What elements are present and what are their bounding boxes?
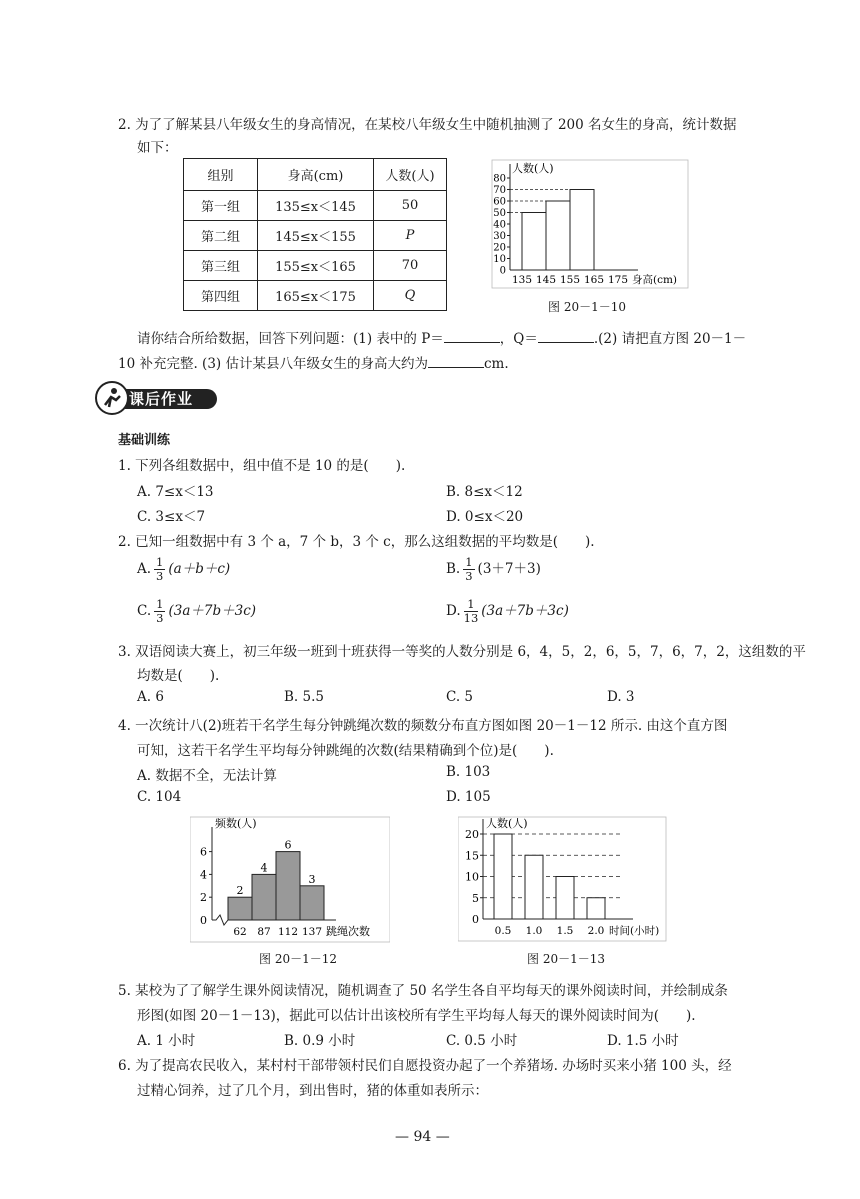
y-tick-label: 10 [465, 870, 479, 884]
x-tick-label: 1.0 [525, 925, 543, 937]
x-axis-label: 时间(小时) [609, 925, 660, 937]
numerator: 1 [464, 598, 479, 612]
subsection-title: 基础训练 [118, 433, 171, 448]
homework-section-header [95, 381, 220, 415]
table-row [184, 281, 447, 311]
y-tick-label: 2 [200, 891, 207, 905]
table-cell: 135≤x＜145 [258, 191, 374, 221]
x-axis-label: 跳绳次数 [326, 925, 370, 938]
runner-icon [95, 381, 129, 415]
hw5-option-d[interactable]: D. 1.5 小时 [607, 1033, 679, 1049]
hw3-option-a[interactable]: A. 6 [137, 689, 164, 705]
hw1-option-a[interactable]: A. 7≤x＜13 [137, 484, 214, 500]
x-axis-label: 身高(cm) [632, 274, 678, 286]
table-cell: Q [374, 281, 447, 311]
histogram-bar [570, 190, 594, 271]
table-cell: P [374, 221, 447, 251]
q2-text-d: 10 补充完整. (3) 估计某县八年级女生的身高大约为 [118, 356, 428, 372]
histogram-bar [252, 874, 276, 920]
y-tick-label: 50 [493, 208, 506, 219]
hw2-option-b[interactable] [446, 556, 541, 583]
y-tick-label: 60 [493, 196, 506, 208]
figure-caption: 图 20－1－12 [259, 952, 337, 966]
y-tick-label: 40 [493, 219, 506, 231]
y-tick-label: 6 [200, 845, 207, 859]
hw3-option-c[interactable]: C. 5 [446, 689, 474, 705]
y-tick-label: 10 [493, 254, 506, 265]
table-cell: 第三组 [184, 251, 258, 281]
q2-question-line1 [137, 327, 746, 347]
y-tick-label: 15 [465, 849, 479, 863]
numerator: 1 [465, 555, 473, 569]
answer-blank-p[interactable] [444, 329, 500, 343]
hw5-option-a[interactable]: A. 1 小时 [137, 1033, 196, 1049]
data-label: 3 [308, 872, 316, 886]
x-tick-label: 137 [301, 926, 323, 938]
reading-time-bar-chart [458, 815, 668, 943]
option-letter: D. [446, 603, 461, 619]
x-tick-label: 155 [559, 274, 581, 286]
table-header-row [184, 159, 447, 191]
hw5-stem-line2: 形图(如图 20－1－13)，据此可以估计出该校所有学生平均每人每天的课外阅读时间为( ). [137, 1008, 696, 1024]
q2-question-line2 [118, 352, 509, 372]
x-tick-label: 135 [511, 274, 533, 286]
table-cell: 第二组 [184, 221, 258, 251]
table-cell: 第四组 [184, 281, 258, 311]
x-tick-label: 2.0 [587, 925, 605, 937]
hw1-option-c[interactable]: C. 3≤x＜7 [137, 509, 206, 525]
bar [494, 834, 512, 919]
y-tick-label: 70 [493, 185, 506, 196]
q2-text-c: .(2) 请把直方图 20－1－ [593, 331, 747, 347]
answer-blank-q[interactable] [538, 329, 594, 343]
hw2-option-d[interactable] [446, 598, 569, 625]
y-axis-label: 频数(人) [215, 817, 257, 830]
y-axis-label: 人数(人) [486, 817, 528, 830]
table-cell: 165≤x＜175 [258, 281, 374, 311]
q2-stem-line2: 如下： [137, 140, 178, 156]
numerator: 1 [156, 597, 164, 611]
bar [556, 877, 574, 920]
hw5-option-c[interactable]: C. 0.5 小时 [446, 1033, 518, 1049]
denominator: 3 [156, 569, 164, 583]
hw4-option-b[interactable]: B. 103 [446, 764, 491, 780]
x-tick-label: 165 [583, 274, 605, 286]
y-tick-label: 30 [493, 231, 506, 242]
figure-caption: 图 20－1－10 [548, 300, 626, 314]
option-letter: B. [446, 561, 461, 577]
x-tick-label: 87 [257, 926, 271, 938]
table-row [184, 221, 447, 251]
option-letter: C. [137, 603, 152, 619]
hw3-stem-line1: 3. 双语阅读大赛上，初三年级一班到十班获得一等奖的人数分别是 6，4，5，2，6，5，7，6，7，2，这组数的平 [118, 644, 806, 660]
fraction [154, 556, 165, 583]
fraction [154, 598, 165, 625]
hw4-stem-line1: 4. 一次统计八(2)班若干名学生每分钟跳绳次数的频数分布直方图如图 20－1－12 所示. 由这个直方图 [118, 718, 728, 734]
x-tick-label: 175 [607, 274, 629, 286]
fraction [464, 598, 479, 625]
height-data-table [183, 158, 447, 311]
hw1-option-b[interactable]: B. 8≤x＜12 [446, 484, 523, 500]
histogram-bar [522, 213, 546, 271]
q2-stem-line1: 2. 为了了解某县八年级女生的身高情况，在某校八年级女生中随机抽测了 200 名女生的身高，统计数据 [118, 117, 737, 133]
y-tick-label: 0 [499, 265, 506, 277]
figure-caption: 图 20－1－13 [527, 952, 605, 966]
y-tick-label: 20 [493, 242, 506, 254]
table-header-cell: 身高(cm) [258, 159, 374, 191]
x-tick-label: 0.5 [494, 925, 512, 937]
hw5-stem-line1: 5. 某校为了了解学生课外阅读情况，随机调查了 50 名学生各自平均每天的课外阅读时间，并绘制成条 [118, 983, 728, 999]
data-label: 6 [284, 838, 292, 852]
table-cell: 155≤x＜165 [258, 251, 374, 281]
histogram-bar [300, 886, 324, 920]
hw1-option-d[interactable]: D. 0≤x＜20 [446, 509, 524, 525]
page-number: — 94 — [395, 1129, 450, 1145]
table-cell: 50 [374, 191, 447, 221]
denominator: 3 [156, 611, 164, 625]
numerator: 1 [156, 555, 164, 569]
hw3-option-b[interactable]: B. 5.5 [284, 689, 324, 705]
denominator: 3 [465, 569, 473, 583]
option-expression: (3a＋7b＋3c) [481, 603, 569, 619]
x-tick-label: 112 [277, 926, 299, 938]
q2-text-a: 请你结合所给数据，回答下列问题：(1) 表中的 P＝ [137, 331, 444, 347]
bar [525, 855, 543, 919]
table-cell: 第一组 [184, 191, 258, 221]
denominator: 13 [463, 611, 479, 625]
hw2-option-a[interactable] [137, 556, 230, 583]
data-label: 4 [260, 861, 268, 875]
fraction [463, 556, 474, 583]
q2-text-b: ，Q＝ [499, 331, 538, 347]
option-expression: (3＋7＋3) [477, 561, 541, 577]
table-row [184, 191, 447, 221]
hw6-stem-line1: 6. 为了提高农民收入，某村村干部带领村民们自愿投资办起了一个养猪场. 办场时买来小猪 100 头，经 [118, 1058, 732, 1074]
option-letter: A. [137, 561, 152, 577]
q2-text-e: cm. [483, 356, 509, 372]
hw3-option-d[interactable]: D. 3 [607, 689, 635, 705]
hw2-option-c[interactable] [137, 598, 256, 625]
y-axis-label: 人数(人) [512, 162, 554, 175]
hw1-stem: 1. 下列各组数据中，组中值不是 10 的是( ). [118, 458, 406, 474]
option-expression: (a＋b＋c) [168, 561, 231, 577]
y-tick-label: 80 [493, 173, 506, 185]
table-cell: 145≤x＜155 [258, 221, 374, 251]
height-histogram [480, 158, 690, 290]
y-tick-label: 0 [472, 913, 479, 926]
section-title: 课后作业 [129, 390, 194, 408]
hw3-stem-line2: 均数是( ). [137, 668, 220, 684]
hw4-option-c[interactable]: C. 104 [137, 789, 182, 805]
hw2-stem: 2. 已知一组数据中有 3 个 a，7 个 b，3 个 c，那么这组数据的平均数是( ). [118, 534, 595, 550]
table-header-cell: 人数(人) [374, 159, 447, 191]
y-tick-label: 4 [200, 868, 207, 882]
y-tick-label: 20 [465, 828, 479, 841]
histogram-bar [276, 852, 300, 920]
rope-skipping-histogram [190, 815, 390, 943]
bar [587, 898, 605, 919]
table-cell: 70 [374, 251, 447, 281]
x-tick-label: 1.5 [556, 925, 574, 937]
histogram-bar [228, 897, 252, 920]
y-tick-label: 5 [472, 891, 479, 905]
option-expression: (3a＋7b＋3c) [168, 603, 257, 619]
table-row [184, 251, 447, 281]
x-tick-label: 62 [233, 926, 247, 938]
hw5-option-b[interactable]: B. 0.9 小时 [284, 1033, 356, 1049]
hw6-stem-line2: 过精心饲养，过了几个月，到出售时，猪的体重如表所示： [137, 1083, 488, 1099]
table-header-cell: 组别 [184, 159, 258, 191]
hw4-option-d[interactable]: D. 105 [446, 789, 491, 805]
data-label: 2 [236, 884, 244, 898]
histogram-bar [546, 201, 570, 270]
hw4-option-a[interactable]: A. 数据不全，无法计算 [137, 768, 277, 784]
hw4-stem-line2: 可知，这若干名学生平均每分钟跳绳的次数(结果精确到个位)是( ). [137, 743, 554, 759]
answer-blank-height[interactable] [428, 354, 484, 368]
y-tick-label: 0 [200, 914, 207, 927]
x-tick-label: 145 [535, 274, 557, 286]
